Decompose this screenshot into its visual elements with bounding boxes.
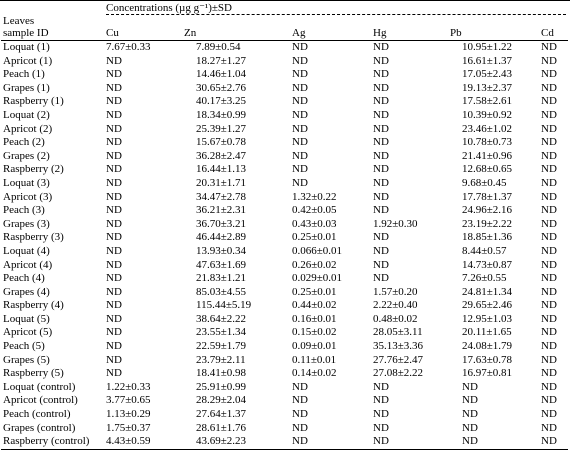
value-cell-cu: 1.75±0.37	[106, 421, 151, 434]
value-cell-zn: 25.91±0.99	[196, 380, 247, 393]
value-cell-ag: ND	[292, 176, 308, 189]
table-row	[1, 123, 568, 137]
value-cell-cd: ND	[541, 190, 557, 203]
value-cell-cd: ND	[541, 136, 557, 149]
value-cell-pb: 24.81±1.34	[462, 285, 513, 298]
sample-id-cell: Grapes (2)	[3, 149, 50, 162]
sample-id-cell: Peach (4)	[3, 272, 45, 285]
concentrations-header	[104, 1, 568, 15]
value-cell-zn: 47.63±1.69	[196, 258, 247, 271]
value-cell-cu: ND	[106, 285, 122, 298]
value-cell-hg: ND	[373, 68, 389, 81]
value-cell-pb: 12.68±0.65	[462, 163, 513, 176]
value-cell-pb: 14.73±0.87	[462, 258, 513, 271]
table-row	[1, 136, 568, 150]
concentrations-label: Concentrations (µg g⁻¹)±SD	[106, 2, 232, 14]
table-row	[1, 177, 568, 191]
value-cell-pb: ND	[462, 421, 478, 434]
table-row	[1, 435, 568, 449]
value-cell-pb: 7.26±0.55	[462, 272, 507, 285]
value-cell-cd: ND	[539, 435, 568, 449]
value-cell-zn: 34.47±2.78	[196, 190, 247, 203]
value-cell-zn: 25.39±1.27	[196, 122, 247, 135]
value-cell-pb: ND	[462, 394, 478, 407]
value-cell-pb: 18.85±1.36	[462, 231, 513, 244]
value-cell-hg: ND	[373, 272, 389, 285]
sample-id-cell: Grapes (4)	[3, 285, 50, 298]
value-cell-cd: ND	[541, 367, 557, 380]
value-cell-hg: ND	[373, 231, 389, 244]
value-cell-ag: 0.25±0.01	[292, 231, 337, 244]
value-cell-cu: ND	[106, 68, 122, 81]
value-cell-pb: 12.95±1.03	[462, 312, 513, 325]
sample-id-cell: Loquat (3)	[3, 176, 50, 189]
column-header-cd: Cd	[539, 27, 568, 41]
concentrations-table	[1, 1, 568, 450]
value-cell-pb: 17.05±2.43	[462, 68, 513, 81]
value-cell-cd: ND	[541, 108, 557, 121]
value-cell-pb: 24.08±1.79	[462, 340, 513, 353]
table-row	[1, 408, 568, 422]
sample-id-cell: Apricot (4)	[3, 258, 53, 271]
value-cell-zn: 23.55±1.34	[196, 326, 247, 339]
table-row	[1, 340, 568, 354]
value-cell-hg: ND	[373, 54, 389, 67]
value-cell-cd: ND	[541, 122, 557, 135]
value-cell-cd: ND	[541, 204, 557, 217]
value-cell-ag: 0.15±0.02	[292, 326, 337, 339]
table-row	[1, 313, 568, 327]
sample-id-cell: Peach (5)	[3, 340, 45, 353]
value-cell-cd: ND	[541, 68, 557, 81]
value-cell-ag: 0.14±0.02	[292, 367, 337, 380]
sample-id-cell: Grapes (control)	[3, 421, 76, 434]
value-cell-cd: ND	[541, 244, 557, 257]
value-cell-cu: ND	[106, 299, 122, 312]
value-cell-hg: ND	[373, 108, 389, 121]
table-row	[1, 381, 568, 395]
value-cell-zn: 40.17±3.25	[196, 95, 247, 108]
value-cell-hg: 28.05±3.11	[373, 326, 423, 339]
value-cell-zn: 43.69±2.23	[182, 435, 290, 449]
value-cell-cu: 3.77±0.65	[106, 394, 151, 407]
value-cell-cu: ND	[106, 54, 122, 67]
value-cell-hg: ND	[373, 163, 389, 176]
column-header-hg: Hg	[371, 27, 448, 41]
sample-id-cell: Raspberry (5)	[3, 367, 64, 380]
value-cell-ag: ND	[292, 68, 308, 81]
value-cell-ag: 0.16±0.01	[292, 312, 337, 325]
value-cell-cu: ND	[106, 326, 122, 339]
value-cell-pb: 16.61±1.37	[462, 54, 513, 67]
value-cell-pb: ND	[462, 380, 478, 393]
table-row	[1, 150, 568, 164]
sample-id-cell: Apricot (2)	[3, 122, 53, 135]
value-cell-zn: 27.64±1.37	[196, 408, 247, 421]
value-cell-pb: 23.19±2.22	[462, 217, 513, 230]
column-header-pb: Pb	[448, 27, 539, 41]
value-cell-cu: 4.43±0.59	[104, 435, 182, 449]
value-cell-cd: ND	[541, 54, 557, 67]
value-cell-ag: 0.029±0.01	[292, 272, 343, 285]
value-cell-zn: 28.29±2.04	[196, 394, 247, 407]
value-cell-hg: 1.57±0.20	[373, 285, 418, 298]
value-cell-cd: ND	[541, 176, 557, 189]
value-cell-cd: ND	[541, 272, 557, 285]
value-cell-pb: 19.13±2.37	[462, 81, 513, 94]
value-cell-cu: ND	[106, 312, 122, 325]
value-cell-ag: ND	[292, 149, 308, 162]
value-cell-hg: ND	[373, 258, 389, 271]
value-cell-ag: 0.43±0.03	[292, 217, 337, 230]
sample-id-cell: Grapes (3)	[3, 217, 50, 230]
sample-id-cell: Peach (2)	[3, 136, 45, 149]
value-cell-zn: 18.34±0.99	[196, 108, 247, 121]
value-cell-hg: ND	[373, 149, 389, 162]
value-cell-ag: 0.11±0.01	[292, 353, 337, 366]
value-cell-zn: 7.89±0.54	[196, 41, 241, 53]
value-cell-ag: 0.066±0.01	[292, 244, 343, 257]
value-cell-ag: 0.44±0.02	[292, 299, 337, 312]
value-cell-ag: ND	[292, 408, 308, 421]
sample-id-cell: Raspberry (control)	[1, 435, 104, 449]
value-cell-pb: 9.68±0.45	[462, 176, 507, 189]
value-cell-cu: ND	[106, 149, 122, 162]
value-cell-hg: 27.08±2.22	[373, 367, 424, 380]
value-cell-pb: 10.78±0.73	[462, 136, 513, 149]
table-row	[1, 326, 568, 340]
value-cell-cu: ND	[106, 244, 122, 257]
value-cell-hg: ND	[373, 394, 389, 407]
value-cell-ag: ND	[292, 95, 308, 108]
value-cell-hg: ND	[373, 95, 389, 108]
value-cell-hg: ND	[373, 244, 389, 257]
value-cell-pb: 21.41±0.96	[462, 149, 513, 162]
table-row	[1, 354, 568, 368]
value-cell-hg: ND	[373, 421, 389, 434]
table-row	[1, 163, 568, 177]
sample-id-cell: Apricot (1)	[3, 54, 53, 67]
value-cell-ag: ND	[290, 435, 371, 449]
sample-id-cell: Apricot (3)	[3, 190, 53, 203]
value-cell-cd: ND	[541, 41, 557, 53]
value-cell-cd: ND	[541, 326, 557, 339]
value-cell-cd: ND	[541, 421, 557, 434]
table-row	[1, 191, 568, 205]
value-cell-cd: ND	[541, 163, 557, 176]
value-cell-hg: 35.13±3.36	[373, 340, 424, 353]
value-cell-cu: ND	[106, 204, 122, 217]
value-cell-pb: 29.65±2.46	[462, 299, 513, 312]
value-cell-cd: ND	[541, 149, 557, 162]
value-cell-ag: ND	[292, 394, 308, 407]
value-cell-cu: ND	[106, 190, 122, 203]
sample-id-cell: Peach (control)	[3, 408, 71, 421]
value-cell-zn: 21.83±1.21	[196, 272, 247, 285]
value-cell-pb: 10.39±0.92	[462, 108, 513, 121]
value-cell-zn: 36.28±2.47	[196, 149, 247, 162]
sample-id-cell: Raspberry (3)	[3, 231, 64, 244]
value-cell-cu: ND	[106, 217, 122, 230]
value-cell-ag: ND	[292, 81, 308, 94]
table-row	[1, 286, 568, 300]
value-cell-ag: ND	[292, 421, 308, 434]
value-cell-hg: ND	[373, 176, 389, 189]
sample-id-cell: Loquat (5)	[3, 312, 50, 325]
value-cell-cu: ND	[106, 81, 122, 94]
value-cell-pb: 10.95±1.22	[462, 41, 513, 53]
value-cell-cd: ND	[541, 394, 557, 407]
value-cell-cd: ND	[541, 353, 557, 366]
value-cell-cd: ND	[541, 95, 557, 108]
value-cell-zn: 30.65±2.76	[196, 81, 247, 94]
value-cell-ag: 0.26±0.02	[292, 258, 337, 271]
value-cell-ag: 0.42±0.05	[292, 204, 337, 217]
value-cell-cd: ND	[541, 81, 557, 94]
value-cell-hg: 0.48±0.02	[373, 312, 418, 325]
table-row	[1, 231, 568, 245]
value-cell-pb: 20.11±1.65	[462, 326, 512, 339]
value-cell-cd: ND	[541, 380, 557, 393]
value-cell-ag: ND	[292, 122, 308, 135]
value-cell-cu: 1.13±0.29	[106, 408, 151, 421]
value-cell-cd: ND	[541, 340, 557, 353]
sample-id-cell: Loquat (4)	[3, 244, 50, 257]
value-cell-zn: 18.41±0.98	[196, 367, 247, 380]
value-cell-hg: 1.92±0.30	[373, 217, 418, 230]
value-cell-ag: ND	[292, 54, 308, 67]
value-cell-pb: ND	[462, 408, 478, 421]
sample-id-cell: Loquat (1)	[3, 41, 50, 53]
value-cell-hg: ND	[373, 408, 389, 421]
value-cell-hg: ND	[373, 204, 389, 217]
sample-id-cell: Raspberry (4)	[3, 299, 64, 312]
value-cell-hg: 27.76±2.47	[373, 353, 424, 366]
sample-id-cell: Loquat (2)	[3, 108, 50, 121]
table-row	[1, 109, 568, 123]
value-cell-cu: ND	[106, 272, 122, 285]
value-cell-hg: ND	[371, 435, 448, 449]
table-row	[1, 68, 568, 82]
sample-id-cell: Raspberry (2)	[3, 163, 64, 176]
column-header-zn: Zn	[182, 27, 290, 41]
value-cell-cu: ND	[106, 95, 122, 108]
value-cell-cu: ND	[106, 163, 122, 176]
value-cell-zn: 46.44±2.89	[196, 231, 247, 244]
column-header-cu: Cu	[104, 27, 182, 41]
sample-id-cell: Peach (3)	[3, 204, 45, 217]
value-cell-cd: ND	[541, 299, 557, 312]
value-cell-ag: ND	[292, 136, 308, 149]
value-cell-zn: 36.21±2.31	[196, 204, 247, 217]
table-row	[1, 367, 568, 381]
dashed-rule	[106, 14, 566, 15]
value-cell-zn: 85.03±4.55	[196, 285, 247, 298]
value-cell-pb: 8.44±0.57	[462, 244, 507, 257]
table-body	[1, 41, 568, 450]
value-cell-cu: ND	[106, 258, 122, 271]
value-cell-cu: 1.22±0.33	[106, 380, 151, 393]
value-cell-pb: 17.58±2.61	[462, 95, 513, 108]
value-cell-hg: ND	[373, 41, 389, 53]
value-cell-zn: 23.79±2.11	[196, 353, 246, 366]
table-row	[1, 41, 568, 55]
value-cell-pb: 16.97±0.81	[462, 367, 513, 380]
value-cell-cu: ND	[106, 108, 122, 121]
sample-id-cell: Grapes (1)	[3, 81, 50, 94]
value-cell-pb: 23.46±1.02	[462, 122, 513, 135]
value-cell-zn: 16.44±1.13	[196, 163, 247, 176]
leaves-label: Leaves	[3, 15, 35, 27]
table-row	[1, 218, 568, 232]
value-cell-cu: ND	[106, 122, 122, 135]
value-cell-zn: 20.31±1.71	[196, 176, 247, 189]
value-cell-hg: ND	[373, 81, 389, 94]
value-cell-ag: 1.32±0.22	[292, 190, 337, 203]
table-row	[1, 55, 568, 69]
header-blank	[1, 1, 104, 15]
value-cell-cd: ND	[541, 408, 557, 421]
value-cell-zn: 15.67±0.78	[196, 136, 247, 149]
value-cell-ag: 0.25±0.01	[292, 285, 337, 298]
sample-id-cell: Apricot (5)	[3, 326, 53, 339]
value-cell-zn: 22.59±1.79	[196, 340, 247, 353]
value-cell-cu: ND	[106, 340, 122, 353]
table-row	[1, 95, 568, 109]
table-row	[1, 82, 568, 96]
value-cell-cu: 7.67±0.33	[106, 41, 151, 53]
table-row	[1, 299, 568, 313]
value-cell-zn: 38.64±2.22	[196, 312, 247, 325]
table-row	[1, 245, 568, 259]
value-cell-hg: ND	[373, 190, 389, 203]
value-cell-cd: ND	[541, 231, 557, 244]
value-cell-pb: 17.78±1.37	[462, 190, 513, 203]
value-cell-ag: ND	[292, 108, 308, 121]
value-cell-cd: ND	[541, 217, 557, 230]
value-cell-cd: ND	[541, 312, 557, 325]
sample-id-label: sample ID	[1, 27, 104, 41]
value-cell-hg: ND	[373, 122, 389, 135]
table-row	[1, 272, 568, 286]
sample-id-cell: Apricot (control)	[3, 394, 78, 407]
sample-id-cell: Loquat (control)	[3, 380, 76, 393]
value-cell-cu: ND	[106, 353, 122, 366]
value-cell-cu: ND	[106, 231, 122, 244]
value-cell-ag: ND	[292, 163, 308, 176]
sample-id-cell: Raspberry (1)	[3, 95, 64, 108]
value-cell-cu: ND	[106, 176, 122, 189]
table-row	[1, 204, 568, 218]
table-row	[1, 259, 568, 273]
value-cell-cu: ND	[106, 367, 122, 380]
value-cell-zn: 36.70±3.21	[196, 217, 247, 230]
value-cell-cd: ND	[541, 258, 557, 271]
value-cell-pb: 17.63±0.78	[462, 353, 513, 366]
value-cell-pb: 24.96±2.16	[462, 204, 513, 217]
value-cell-hg: 2.22±0.40	[373, 299, 418, 312]
value-cell-zn: 28.61±1.76	[196, 421, 247, 434]
sample-id-cell: Grapes (5)	[3, 353, 50, 366]
value-cell-zn: 115.44±5.19	[196, 299, 252, 312]
value-cell-hg: ND	[373, 380, 389, 393]
value-cell-ag: ND	[292, 380, 308, 393]
column-header-ag: Ag	[290, 27, 371, 41]
value-cell-zn: 13.93±0.34	[196, 244, 247, 257]
sample-id-cell: Peach (1)	[3, 68, 45, 81]
value-cell-zn: 18.27±1.27	[196, 54, 247, 67]
value-cell-hg: ND	[373, 136, 389, 149]
value-cell-pb: ND	[448, 435, 539, 449]
table-row	[1, 422, 568, 436]
value-cell-ag: ND	[292, 41, 308, 53]
value-cell-cd: ND	[541, 285, 557, 298]
table-row	[1, 394, 568, 408]
value-cell-cu: ND	[106, 136, 122, 149]
value-cell-ag: 0.09±0.01	[292, 340, 337, 353]
value-cell-zn: 14.46±1.04	[196, 68, 247, 81]
